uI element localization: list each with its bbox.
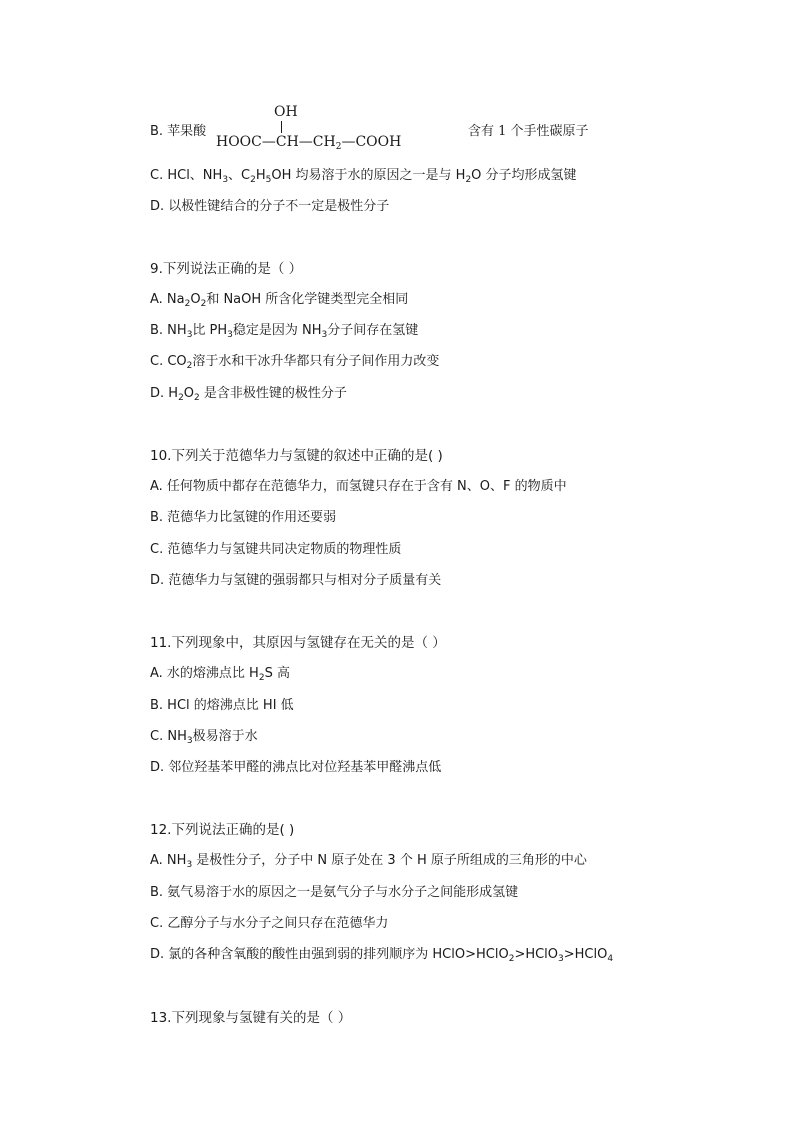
q12-option-a: A. $NH_3$ 是极性分子，分子中 N 原子处在 3 个 H 原子所组成的三角形的中心 [150,853,587,870]
hydroxyl-group: OH [274,104,298,120]
q9-option-c: C. $CO_2$溶于水和干冰升华都只有分子间作用力改变 [150,354,440,371]
q9-stem: 9.下列说法正确的是（ ） [150,261,303,277]
bond-line [281,121,282,133]
q10-stem: 10.下列关于范德华力与氢键的叙述中正确的是( ) [150,448,443,464]
q12-stem: 12.下列说法正确的是( ) [150,822,295,838]
q9-option-a: A. $Na_2O_2$和 NaOH 所含化学键类型完全相同 [150,292,409,309]
q11-stem: 11.下列现象中，其原因与氢键存在无关的是（ ） [150,635,446,651]
q10-option-b: B. 范德华力比氢键的作用还要弱 [150,510,337,525]
q8-option-b [150,100,589,154]
q11-option-d: D. 邻位羟基苯甲醛的沸点比对位羟基苯甲醛沸点低 [150,760,442,775]
q8-option-d: D. 以极性键结合的分子不一定是极性分子 [150,199,390,214]
carbon-chain: $HOOC—CH—CH_2—COOH$ [216,134,402,152]
malic-acid-structure [216,100,589,154]
q8-option-b-tail: 含有 1 个手性碳原子 [468,124,589,139]
q8-option-c: C. HCl、$NH_3$、$C_2H_5OH$ 均易溶于水的原因之一是与 $H_2O$ 分子均形成氢键 [150,168,577,185]
q12-option-c: C. 乙醇分子与水分子之间只存在范德华力 [150,916,389,931]
q13-stem: 13.下列现象与氢键有关的是（ ） [150,1010,352,1026]
q10-option-d: D. 范德华力与氢键的强弱都只与相对分子质量有关 [150,573,442,588]
q11-option-a: A. 水的熔沸点比 $H_2S$ 高 [150,666,290,683]
q8-option-b-label: B. 苹果酸 [150,124,207,139]
q9-option-b: B. $NH_3$比 $PH_3$稳定是因为 $NH_3$分子间存在氢键 [150,323,419,340]
q9-option-d: D. $H_2O_2$ 是含非极性键的极性分子 [150,386,347,403]
q10-option-a: A. 任何物质中都存在范德华力，而氢键只存在于含有 N、O、F 的物质中 [150,479,567,494]
q12-option-d: D. 氯的各种含氧酸的酸性由强到弱的排列顺序为 HClO>HClO$_2$>HClO$_3$>HClO$_4$ [150,947,614,964]
q12-option-b: B. 氨气易溶于水的原因之一是氨气分子与水分子之间能形成氢键 [150,885,519,900]
q11-option-c: C. $NH_3$极易溶于水 [150,729,258,746]
q10-option-c: C. 范德华力与氢键共同决定物质的物理性质 [150,542,402,557]
q11-option-b: B. HCl 的熔沸点比 HI 低 [150,698,294,713]
